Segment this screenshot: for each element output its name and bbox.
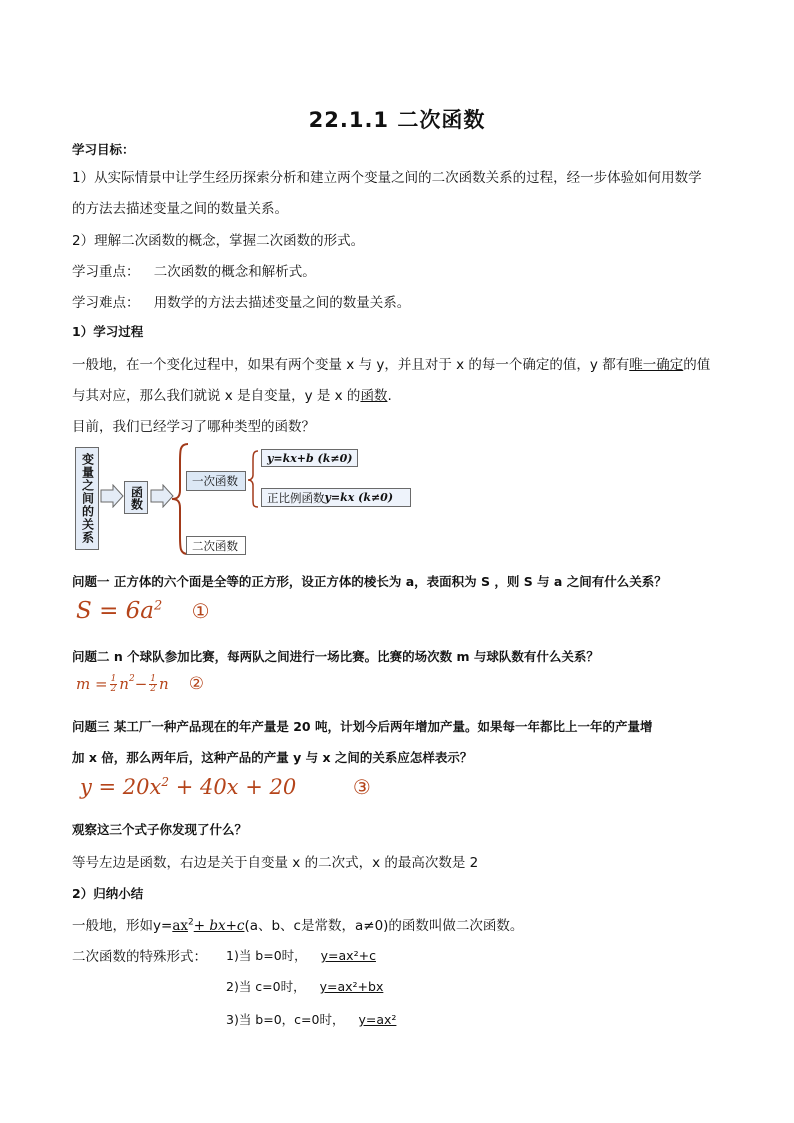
linear-formula: y=kx+b (k≠0) [267,451,353,465]
problem-3-line-1: 问题三 某工厂一种产品现在的年产量是 20 吨，计划今后两年增加产量。如果每一年都比上一年的产量增 [72,719,653,734]
formula-2-left: m = [76,675,108,693]
summary-heading: 2）归纳小结 [72,886,144,901]
definition-text-end: 的值 [683,357,711,373]
definition-underlined: 函数 [360,388,388,404]
definition-underlined: + bx+c [193,918,245,934]
formula-1-exponent: 2 [154,598,163,614]
formula-3 [80,775,371,799]
formula-3-text: y = 20x [80,775,162,799]
formula-2-variable: n [159,675,169,693]
quadratic-definition [72,914,523,934]
definition-text: 与其对应，那么我们就说 x 是自变量，y 是 x 的 [72,388,361,404]
formula-2-exponent: 2 [128,674,135,684]
formula-2 [76,674,204,694]
definition-text-end: . [387,388,392,404]
special-form-formula: y=ax²+bx [319,979,384,994]
special-form-2 [226,977,383,995]
formula-3-text-end: + 40x + 20 [169,775,297,799]
function-definition-line-1 [72,353,710,373]
difficult-point-text: 用数学的方法去描述变量之间的数量关系。 [153,295,411,311]
special-form-1 [226,946,376,964]
special-forms-label: 二次函数的特殊形式： [72,949,207,965]
observation-question: 观察这三个式子你发现了什么？ [72,822,248,837]
function-box [124,481,148,514]
objectives-heading: 学习目标： [72,142,135,157]
direct-proportion-box [261,488,411,507]
difficult-point [72,291,410,311]
difficult-point-label: 学习难点： [72,295,140,311]
linear-formula-box [261,449,358,467]
function-type-question: 目前，我们已经学习了哪种类型的函数？ [72,419,315,435]
quadratic-function-label: 二次函数 [192,538,238,553]
definition-exponent: 2 [187,917,194,928]
special-form-condition: 1)当 b=0时， [226,948,307,963]
special-form-condition: 2)当 c=0时， [226,979,306,994]
fraction-half [110,675,118,694]
special-form-formula: y=ax² [358,1012,397,1027]
problem-2: 问题二 n 个球队参加比赛，每两队之间进行一场比赛。比赛的场次数 m 与球队数有什么关系？ [72,649,599,664]
circled-number-3: ③ [352,775,371,799]
circled-number-2: ② [188,674,204,694]
definition-text: 一般地，形如y= [72,918,173,934]
fraction-denominator: 2 [150,683,157,694]
page-title: 22.1.1 二次函数 [308,108,486,132]
special-form-3 [226,1010,396,1028]
objective-2: 2）理解二次函数的概念，掌握二次函数的形式。 [72,233,365,249]
key-point-text: 二次函数的概念和解析式。 [153,264,316,280]
function-definition-line-2 [72,384,392,404]
fraction-denominator: 2 [110,683,117,694]
variables-relation-box [75,447,99,550]
objective-1-line-2: 的方法去描述变量之间的数量关系。 [72,201,288,217]
circled-number-1: ① [191,599,210,623]
observation-answer: 等号左边是函数，右边是关于自变量 x 的二次式，x 的最高次数是 2 [72,855,479,871]
linear-function-label: 一次函数 [192,474,238,488]
definition-underlined: ax [172,918,188,934]
key-point [72,260,316,280]
formula-1-text: S = 6a [76,598,154,624]
arrow-right-icon [100,484,124,508]
small-brace-icon [246,449,260,509]
process-heading: 1）学习过程 [72,324,144,339]
problem-3-line-2: 加 x 倍，那么两年后，这种产品的产量 y 与 x 之间的关系应怎样表示？ [72,750,473,765]
definition-text-end: (a、b、c是常数，a≠0)的函数叫做二次函数。 [244,918,524,934]
fraction-numerator: 1 [110,673,117,684]
definition-underlined: 唯一确定 [629,357,684,373]
formula-1 [76,598,210,624]
key-point-label: 学习重点： [72,264,140,280]
quadratic-function-box [186,536,246,555]
direct-proportion-formula: y=kx (k≠0) [324,491,394,504]
special-form-formula: y=ax²+c [320,948,376,963]
formula-2-variable: n [119,675,129,693]
linear-function-box [186,471,246,491]
objective-1-line-1: 1）从实际情景中让学生经历探索分析和建立两个变量之间的二次函数关系的过程，经一步体验如何用数学 [72,170,702,186]
special-form-condition: 3)当 b=0，c=0时， [226,1012,345,1027]
problem-1: 问题一 正方体的六个面是全等的正方形，设正方体的棱长为 a，表面积为 S ，则 S 与 a 之间有什么关系？ [72,574,667,589]
formula-2-minus: − [134,675,148,693]
formula-3-exponent: 2 [161,775,170,789]
fraction-half [149,675,157,694]
function-box-label: 函数 [129,485,144,510]
variables-relation-label: 变量之间的关系 [80,453,95,544]
direct-proportion-label: 正比例函数 [267,490,325,505]
fraction-numerator: 1 [150,673,157,684]
definition-text: 一般地，在一个变化过程中，如果有两个变量 x 与 y，并且对于 x 的每一个确定的值，y 都有 [72,357,630,373]
